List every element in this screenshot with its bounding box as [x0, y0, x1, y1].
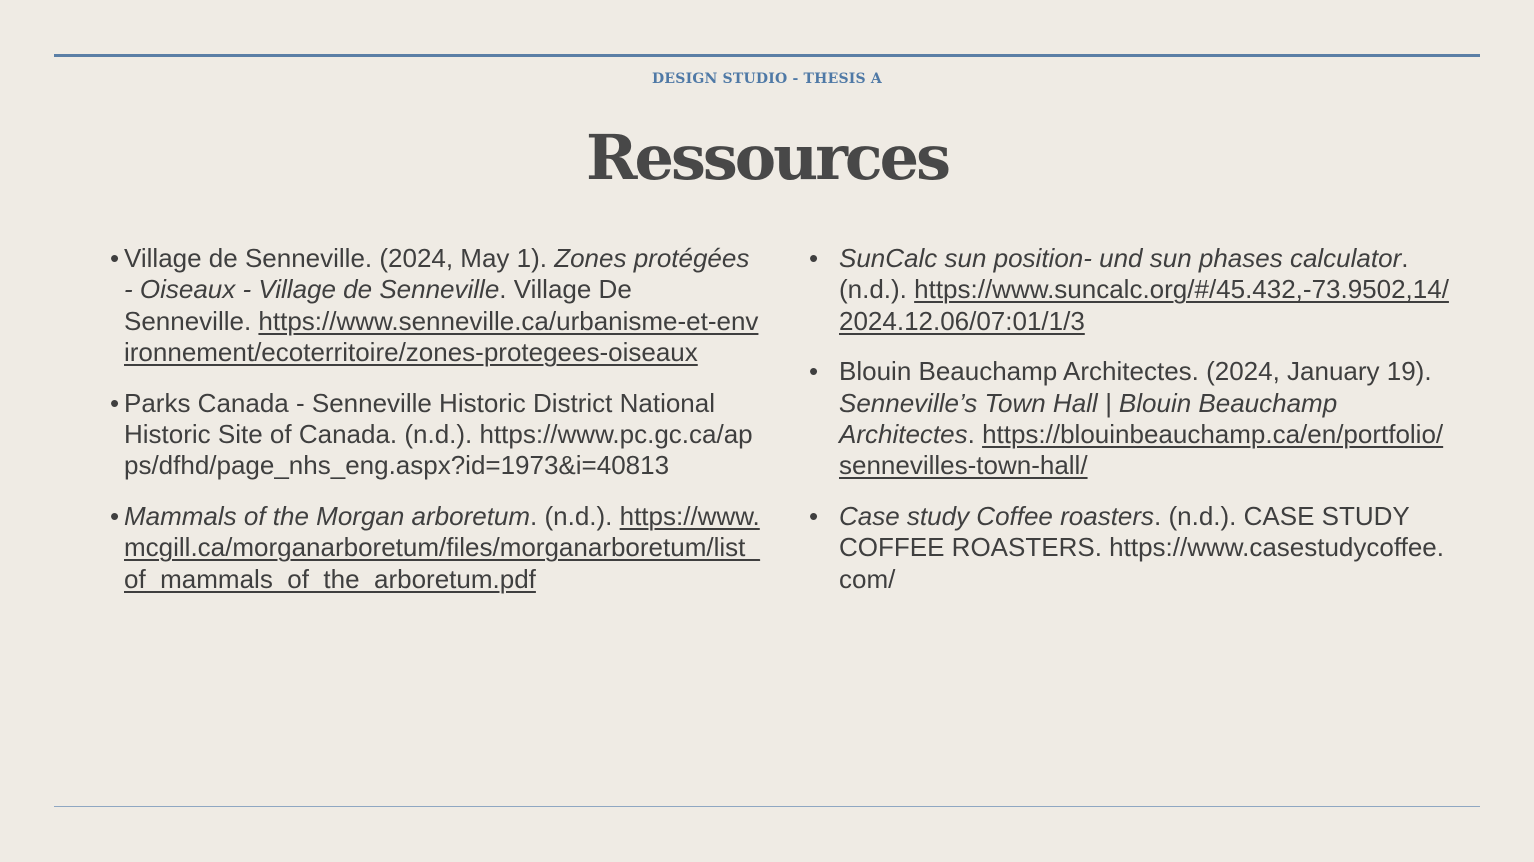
reference-item [806, 356, 1456, 482]
reference-item [806, 501, 1456, 595]
reference-item [806, 243, 1456, 337]
bullet-icon: • [809, 243, 819, 273]
reference-text: Village de Senneville. (2024, May 1). [124, 243, 555, 273]
reference-link[interactable]: https://www.mcgill.ca/morganarboretum/files/morganarboretum/list_of_mammals_of_the_arboretum.pdf [124, 500, 760, 594]
reference-item [110, 501, 760, 595]
reference-title: Senneville’s Town Hall | Blouin Beauchamp Architectes [839, 387, 1338, 450]
section-label: DESIGN STUDIO - THESIS A [652, 71, 882, 87]
reference-title: Zones protégées - Oiseaux - Village de Senneville [124, 243, 750, 305]
reference-link[interactable]: https://www.senneville.ca/urbanisme-et-environnement/ecoterritoire/zones-protegees-oiseaux [124, 305, 759, 368]
reference-url: https://www.pc.gc.ca/apps/dfhd/page_nhs_eng.aspx?id=1973&i=40813 [124, 419, 753, 481]
reference-text: Parks Canada - Senneville Historic District National Historic Site of Canada. (n.d.). [124, 387, 716, 450]
reference-text: . (n.d.). [530, 500, 620, 531]
bullet-icon: • [110, 387, 120, 418]
reference-text: Blouin Beauchamp Architectes. (2024, January 19). [839, 356, 1432, 387]
bullet-icon: • [809, 500, 819, 531]
reference-title: SunCalc sun position- und sun phases calculator [839, 243, 1402, 273]
reference-text: . (n.d.). [839, 243, 1409, 305]
top-divider [54, 54, 1480, 57]
page-title: Ressources [586, 121, 948, 194]
reference-link[interactable]: https://www.suncalc.org/#/45.432,-73.9502,14/2024.12.06/07:01/1/3 [839, 274, 1449, 336]
bullet-icon: • [110, 500, 120, 531]
bullet-icon: • [809, 356, 819, 387]
reference-item [110, 388, 760, 482]
reference-text: . [967, 419, 983, 450]
reference-link[interactable]: https://blouinbeauchamp.ca/en/portfolio/sennevilles-town-hall/ [839, 419, 1444, 481]
reference-text: . Village De Senneville. [124, 274, 632, 336]
bottom-divider [54, 806, 1480, 807]
references-column-left [110, 243, 760, 614]
reference-title: Mammals of the Morgan arboretum [124, 500, 531, 531]
reference-title: Case study Coffee roasters [839, 500, 1155, 531]
reference-item [110, 243, 760, 369]
references-column-right [806, 243, 1456, 614]
reference-text: . (n.d.). CASE STUDY COFFEE ROASTERS. [839, 500, 1410, 563]
reference-url: https://www.casestudycoffee.com/ [839, 532, 1444, 594]
bullet-icon: • [110, 243, 120, 273]
